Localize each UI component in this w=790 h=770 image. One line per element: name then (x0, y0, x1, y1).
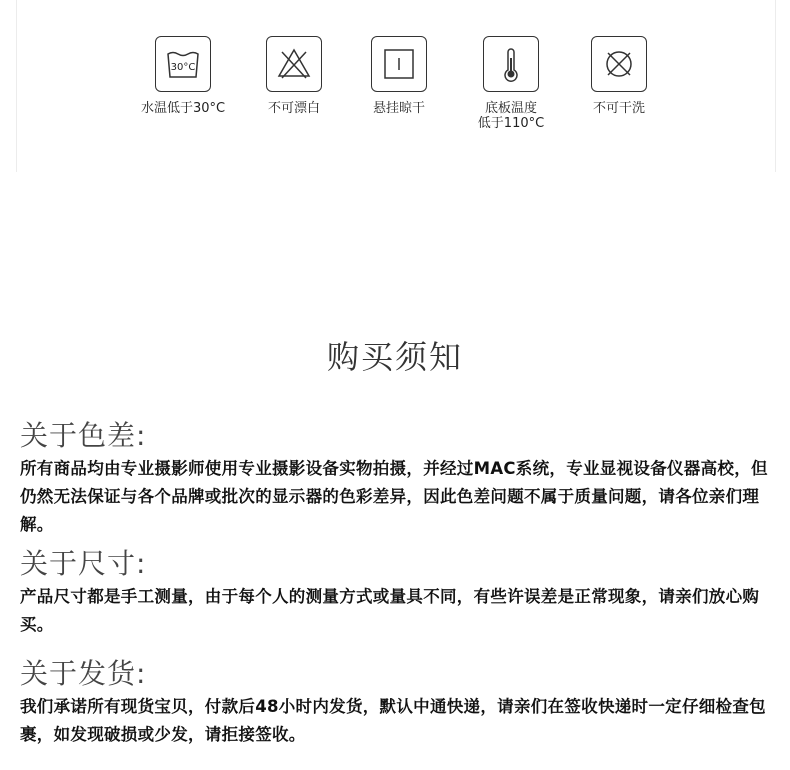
section-heading: 关于尺寸: (20, 547, 147, 580)
care-item-iron (456, 36, 566, 131)
care-label-line: 悬挂晾干 (372, 101, 425, 116)
purchase-notice-title: 购买须知 (326, 338, 463, 376)
section-shipping (20, 658, 776, 749)
section-body: 所有商品均由专业摄影师使用专业摄影设备实物拍摄，并经过MAC系统，专业显视设备仪器高校，但仍然无法保证与各个品牌或批次的显示器的色彩差异，因此色差问题不属于质量问题，请各位亲们理解。 (20, 459, 768, 534)
care-item-dryclean (564, 36, 674, 116)
care-item-wash (128, 36, 238, 116)
section-heading: 关于发货: (20, 657, 147, 690)
care-label-bleach (239, 101, 349, 116)
care-item-dry (344, 36, 454, 116)
care-label-dry (344, 101, 454, 116)
no-bleach-icon (266, 36, 322, 92)
care-label-line: 水温低于30°C (140, 101, 226, 116)
care-label-line: 底板温度 (484, 101, 537, 116)
iron-temperature-icon (483, 36, 539, 92)
wash-temp-text: 30°C (170, 62, 196, 73)
care-label-wash (128, 101, 238, 116)
no-dry-clean-icon (591, 36, 647, 92)
section-body: 我们承诺所有现货宝贝，付款后48小时内发货，默认中通快递，请亲们在签收快递时一定仔细检查包裹，如发现破损或少发，请拒接签收。 (20, 697, 766, 744)
section-color-difference (20, 420, 776, 539)
care-label-line: 不可漂白 (267, 101, 320, 116)
wash-30-icon (155, 36, 211, 92)
section-body: 产品尺寸都是手工测量，由于每个人的测量方式或量具不同，有些许误差是正常现象，请亲们放心购买。 (20, 587, 760, 634)
care-instructions-panel (16, 0, 776, 172)
section-size (20, 548, 776, 639)
hang-dry-icon (371, 36, 427, 92)
section-heading: 关于色差: (20, 419, 147, 452)
care-label-dryclean (564, 101, 674, 116)
care-label-iron (456, 101, 566, 131)
care-label-line: 低于110°C (477, 116, 545, 131)
care-item-bleach (239, 36, 349, 116)
care-label-line: 不可干洗 (592, 101, 645, 116)
